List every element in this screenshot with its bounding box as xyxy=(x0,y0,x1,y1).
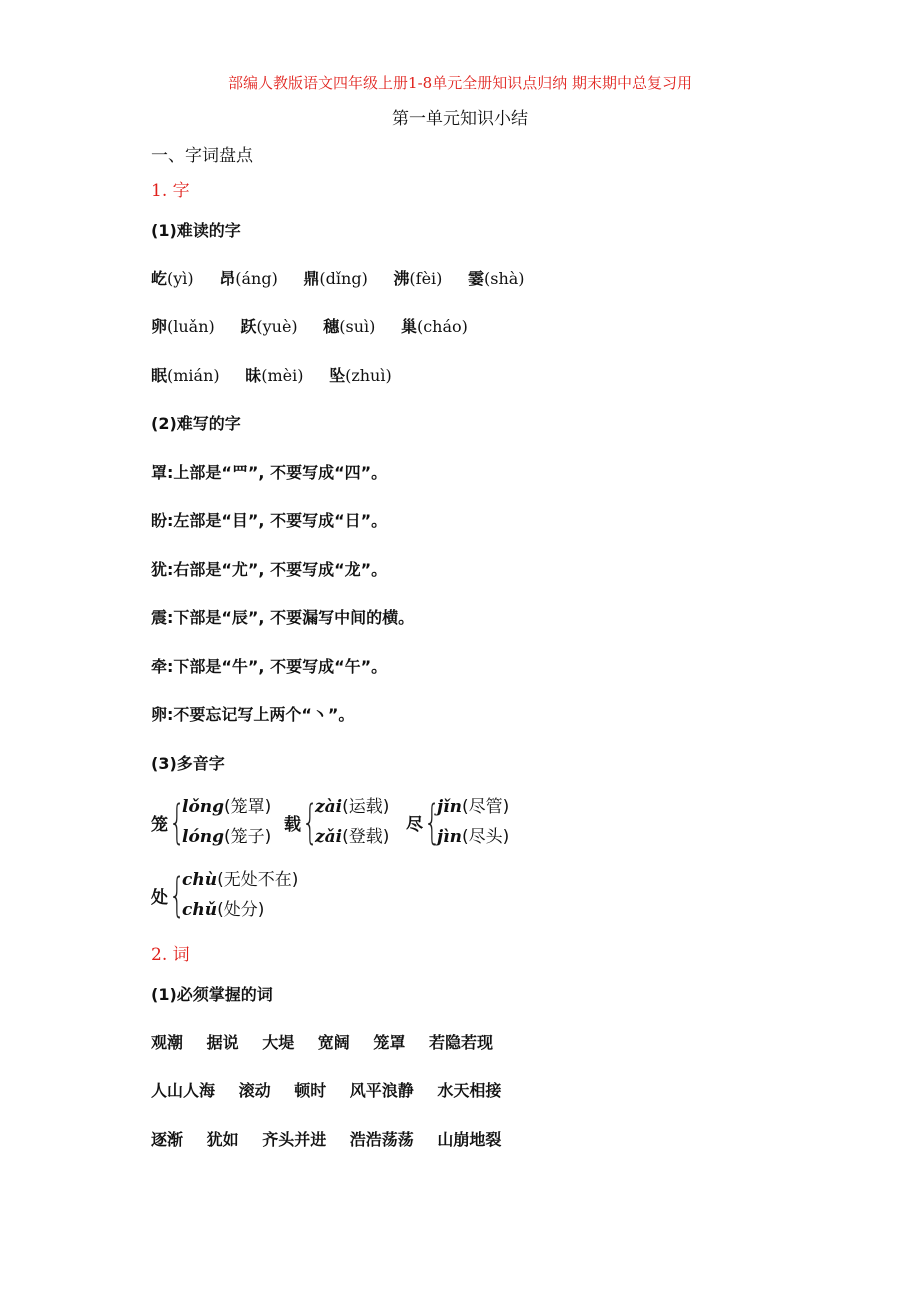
polyphonic-group xyxy=(284,792,389,852)
word: 风平浪静 xyxy=(349,1081,414,1100)
polyphonic-char: 笼 xyxy=(151,814,168,835)
pinyin: lǒng xyxy=(182,797,225,817)
hard-write-item: 卵:不要忘记写上两个“丶”。 xyxy=(151,705,355,724)
hard-read-row xyxy=(151,266,545,289)
section-title-words: 一、字词盘点 xyxy=(151,146,253,166)
pinyin: (shà) xyxy=(484,269,525,288)
char: 霎 xyxy=(467,269,484,288)
brace: { xyxy=(302,795,319,849)
pinyin: (mián) xyxy=(167,366,220,385)
pinyin: jǐn xyxy=(437,797,462,817)
word: 滚动 xyxy=(238,1081,271,1100)
brace: { xyxy=(169,868,186,922)
polyphonic-group xyxy=(406,792,509,852)
pinyin: (cháo) xyxy=(416,317,468,336)
pinyin: (luǎn) xyxy=(167,317,215,336)
hard-write-item: 盼:左部是“目”, 不要写成“日”。 xyxy=(151,511,388,530)
word: 笼罩 xyxy=(373,1033,406,1052)
polyphonic-char: 载 xyxy=(284,814,301,835)
word: 齐头并进 xyxy=(262,1130,327,1149)
char: 跃 xyxy=(240,317,257,336)
pinyin: zài xyxy=(315,797,343,817)
polyphonic-group xyxy=(151,792,271,852)
pinyin: (dǐng) xyxy=(319,269,368,288)
char: 坠 xyxy=(329,366,346,385)
word: 宽阔 xyxy=(317,1033,350,1052)
example-word: (无处不在) xyxy=(217,870,299,890)
word: 水天相接 xyxy=(437,1081,502,1100)
word: 大堤 xyxy=(262,1033,295,1052)
word: 山崩地裂 xyxy=(437,1130,502,1149)
char: 巢 xyxy=(400,317,417,336)
word: 浩浩荡荡 xyxy=(349,1130,414,1149)
char: 穗 xyxy=(323,317,340,336)
pinyin: jìn xyxy=(437,827,462,847)
brace: { xyxy=(424,795,441,849)
pinyin: zǎi xyxy=(315,827,343,847)
example-word: (尽头) xyxy=(461,827,510,847)
pinyin: (yuè) xyxy=(256,317,298,336)
unit-title: 第一单元知识小结 xyxy=(392,109,528,129)
example-word: (笼子) xyxy=(224,827,272,847)
word: 据说 xyxy=(206,1033,239,1052)
example-word: (处分) xyxy=(217,900,265,920)
word: 观潮 xyxy=(151,1033,184,1052)
hard-write-item: 犹:右部是“尤”, 不要写成“龙”。 xyxy=(151,560,388,579)
word-row xyxy=(151,1030,511,1053)
word: 顿时 xyxy=(294,1081,327,1100)
pinyin: (suì) xyxy=(339,317,376,336)
polyphonic-char: 尽 xyxy=(406,814,423,835)
pinyin: (zhuì) xyxy=(345,366,392,385)
char: 屹 xyxy=(151,269,168,288)
word: 逐渐 xyxy=(151,1130,184,1149)
word-row xyxy=(151,1078,519,1101)
brace: { xyxy=(169,795,186,849)
char: 眠 xyxy=(151,366,168,385)
hard-read-row xyxy=(151,314,488,337)
hard-write-title: (2)难写的字 xyxy=(151,414,241,433)
example-word: (登载) xyxy=(342,827,390,847)
char: 昧 xyxy=(245,366,262,385)
example-word: (笼罩) xyxy=(224,797,272,817)
char: 卵 xyxy=(151,317,168,336)
char: 沸 xyxy=(393,269,410,288)
must-words-title: (1)必须掌握的词 xyxy=(151,985,273,1004)
char: 鼎 xyxy=(303,269,320,288)
example-word: (尽管) xyxy=(461,797,510,817)
pinyin: (áng) xyxy=(235,269,278,288)
pinyin: lóng xyxy=(182,827,225,847)
subsection-title-characters: 1. 字 xyxy=(151,181,190,201)
polyphonic-title: (3)多音字 xyxy=(151,754,225,773)
subsection-title-words: 2. 词 xyxy=(151,945,190,965)
word-row xyxy=(151,1127,519,1150)
hard-write-item: 罩:上部是“罒”, 不要写成“四”。 xyxy=(151,463,388,482)
word: 若隐若现 xyxy=(428,1033,493,1052)
pinyin: chù xyxy=(182,870,218,890)
pinyin: (fèi) xyxy=(409,269,443,288)
pinyin: chǔ xyxy=(182,900,218,920)
word: 犹如 xyxy=(206,1130,239,1149)
hard-write-item: 牵:下部是“牛”, 不要写成“午”。 xyxy=(151,657,388,676)
polyphonic-char: 处 xyxy=(151,887,168,908)
pinyin: (mèi) xyxy=(261,366,304,385)
example-word: (运载) xyxy=(342,797,390,817)
hard-write-item: 震:下部是“辰”, 不要漏写中间的横。 xyxy=(151,608,415,627)
char: 昂 xyxy=(219,269,236,288)
hard-read-row xyxy=(151,363,412,386)
polyphonic-group xyxy=(151,865,298,925)
word: 人山人海 xyxy=(151,1081,216,1100)
page-header: 部编人教版语文四年级上册1-8单元全册知识点归纳 期末期中总复习用 xyxy=(228,74,692,92)
hard-read-title: (1)难读的字 xyxy=(151,221,241,240)
pinyin: (yì) xyxy=(167,269,194,288)
